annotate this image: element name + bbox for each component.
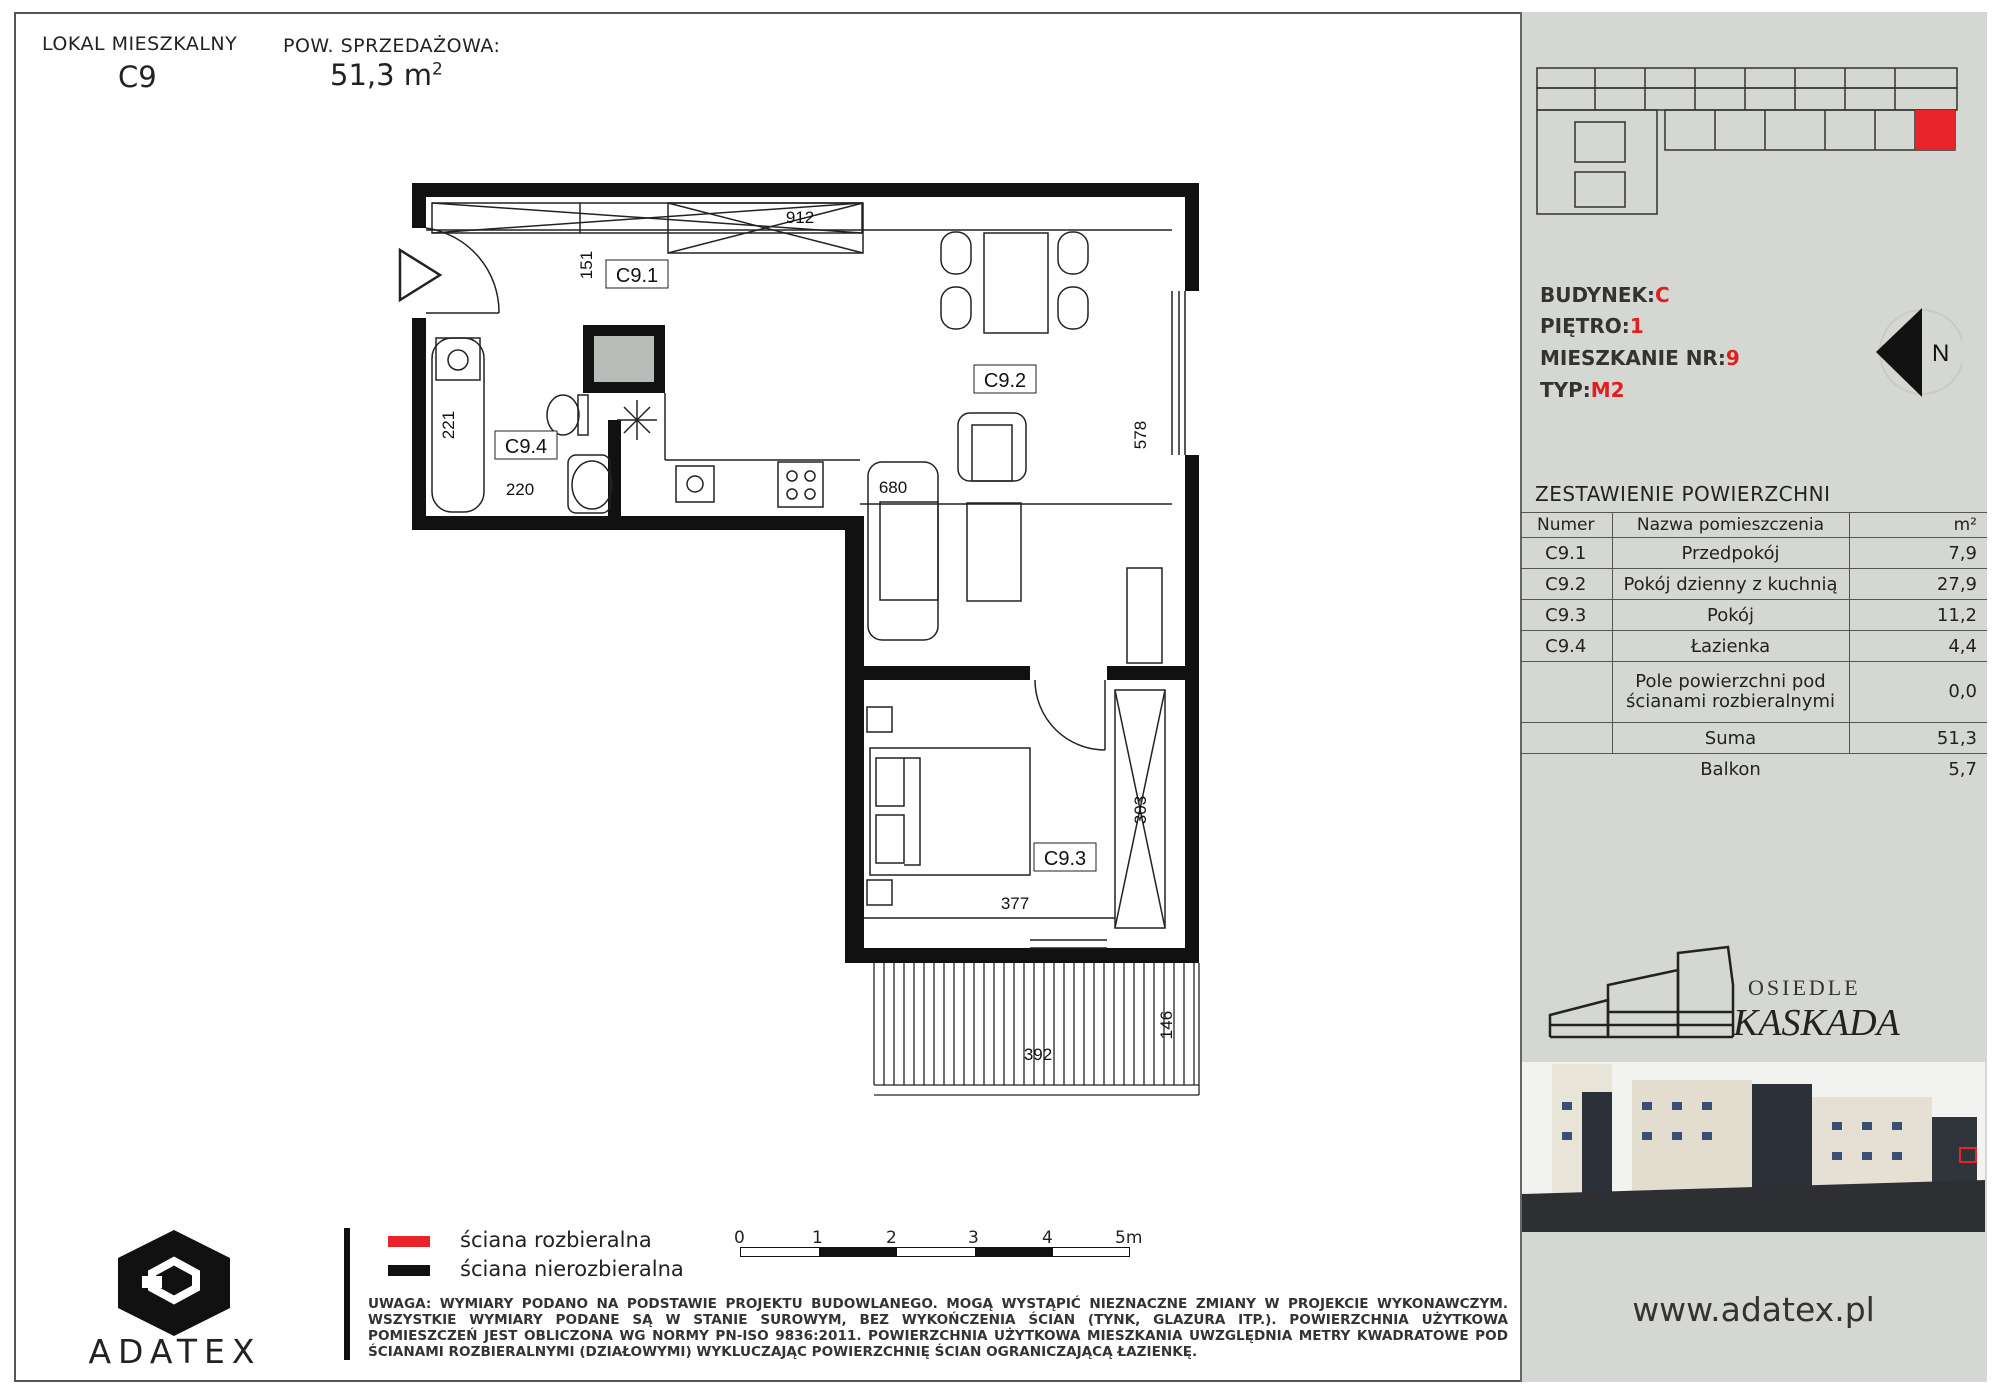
removable-wall-swatch <box>388 1236 430 1247</box>
room-c93: C9.3 <box>1043 848 1087 870</box>
table-row: C9.4 Łazienka 4,4 <box>1520 631 1987 662</box>
bearing-wall-swatch <box>388 1265 430 1276</box>
scale-tick: 5m <box>1115 1228 1143 1248</box>
typ-row: TYP:M2 <box>1540 378 1625 402</box>
table-row: C9.2 Pokój dzienny z kuchnią 27,9 <box>1520 569 1987 600</box>
legend-removable: ściana rozbieralna <box>460 1228 652 1252</box>
areas-table <box>1520 512 1987 784</box>
kaskada-logo <box>1548 945 1968 1045</box>
dim-220: 220 <box>505 480 535 499</box>
svg-text:N: N <box>1932 340 1950 367</box>
area-value: 51,3 $m^2$ <box>330 58 443 92</box>
area-label: POW. SPRZEDAŻOWA: <box>283 35 501 57</box>
table-row-balkon: Balkon 5,7 <box>1520 754 1987 785</box>
legend-bearing: ściana nierozbieralna <box>460 1257 684 1281</box>
scale-tick: 0 <box>734 1228 745 1248</box>
table-row: C9.3 Pokój 11,2 <box>1520 600 1987 631</box>
north-arrow-icon <box>1872 305 1962 400</box>
legend-divider <box>344 1228 350 1360</box>
disclaimer-note: UWAGA: WYMIARY PODANO NA PODSTAWIE PROJEKTU BUDOWLANEGO. MOGĄ WYSTĄPIĆ NIEZNACZNE ZMIANY W PROJEKCIE WYKONAWCZYM. WSZYSTKIE WYMIARY PODANE SĄ W STANIE SUROWYM, BEZ WYKOŃCZENIA ŚCIAN (TYNK, GLAZURA ITP.). POWIERZCHNIA UŻYTKOWA POMIESZCZEŃ JEST OBLICZONA WG NORMY PN-ISO 9836:2011. POWIERZCHNIA UŻYTKOWA MIESZKANIA UWZGLĘDNIA METRY KWADRATOWE POD ŚCIANAMI ROZBIERALNYMI (DZIAŁOWYMI) WYKLUCZAJĄC POWIERZCHNIĘ ŚCIAN OGRANICZAJĄCĄ ŁAZIENKĘ. <box>368 1296 1508 1360</box>
website-link[interactable]: www.adatex.pl <box>1632 1290 1875 1329</box>
pietro-row: PIĘTRO:1 <box>1540 314 1644 338</box>
svg-text:KASKADA: KASKADA <box>1733 1002 1900 1044</box>
dim-151: 151 <box>577 250 596 280</box>
dim-303: 303 <box>1131 795 1150 825</box>
areas-title: ZESTAWIENIE POWIERZCHNI <box>1535 482 1831 506</box>
scale-bar <box>740 1247 1130 1257</box>
scale-tick: 3 <box>968 1228 979 1248</box>
dim-912: 912 <box>785 208 815 227</box>
dim-392: 392 <box>1023 1045 1053 1064</box>
unit-highlight <box>1915 110 1955 150</box>
dim-377: 377 <box>1000 894 1030 913</box>
scale-tick: 4 <box>1042 1228 1053 1248</box>
room-c91: C9.1 <box>615 265 659 287</box>
col-header-name: Nazwa pomieszczenia <box>1612 513 1849 538</box>
dim-221: 221 <box>439 410 458 440</box>
mieszkanie-row: MIESZKANIE NR:9 <box>1540 346 1740 370</box>
budynek-row: BUDYNEK:C <box>1540 283 1670 307</box>
table-row-sum: Suma 51,3 <box>1520 723 1987 754</box>
scale-tick: 2 <box>886 1228 897 1248</box>
company-name: ADATEX <box>88 1332 262 1371</box>
svg-text:OSIEDLE: OSIEDLE <box>1748 975 1861 1000</box>
adatex-logo <box>112 1228 237 1338</box>
building-render-image <box>1522 1062 1985 1232</box>
room-c94: C9.4 <box>504 436 548 458</box>
unit-value: C9 <box>118 60 157 94</box>
room-c92: C9.2 <box>983 370 1027 392</box>
balcony <box>874 963 1199 1095</box>
dim-578: 578 <box>1131 420 1150 450</box>
table-row: C9.1 Przedpokój 7,9 <box>1520 538 1987 569</box>
col-header-area: m² <box>1849 513 1987 538</box>
table-row-walls: Pole powierzchni pod ścianami rozbieralnymi 0,0 <box>1520 662 1987 723</box>
shaft <box>594 336 654 382</box>
dim-680: 680 <box>878 478 908 497</box>
col-header-number: Numer <box>1520 513 1612 538</box>
building-key-plan <box>1535 62 1975 232</box>
dim-146: 146 <box>1157 1010 1176 1040</box>
scale-tick: 1 <box>812 1228 823 1248</box>
unit-label: LOKAL MIESZKALNY <box>42 33 238 55</box>
